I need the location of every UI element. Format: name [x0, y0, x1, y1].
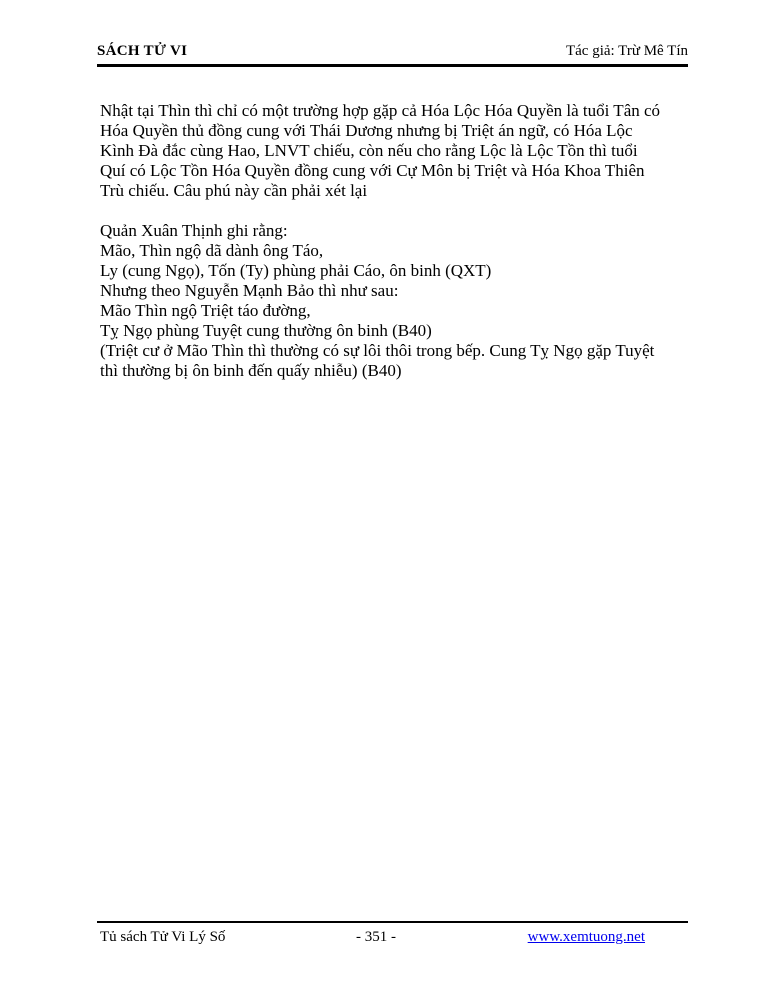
paragraph-1: [100, 101, 692, 201]
body-text-line: Kình Đà đắc cùng Hao, LNVT chiếu, còn nếu cho rằng Lộc là Lộc Tồn thì tuổi: [100, 141, 638, 160]
body-text-line: (Triệt cư ở Mão Thìn thì thường có sự lôi thôi trong bếp. Cung Tỵ Ngọ gặp Tuyệt: [100, 341, 655, 360]
body-text-line: Trù chiếu. Câu phú này cần phải xét lại: [100, 181, 368, 200]
page-number: - 351 -: [356, 929, 396, 945]
body-text-line: Tỵ Ngọ phùng Tuyệt cung thường ôn binh (B40): [100, 321, 432, 340]
body-text-line: Hóa Quyền thủ đồng cung với Thái Dương nhưng bị Triệt án ngữ, có Hóa Lộc: [100, 121, 633, 140]
body-text-line: Ly (cung Ngọ), Tốn (Ty) phùng phải Cáo, ôn binh (QXT): [100, 261, 492, 280]
page-footer: [97, 921, 688, 953]
body-text-line: thì thường bị ôn binh đến quấy nhiễu) (B40): [100, 361, 402, 380]
page-header: [97, 42, 688, 67]
website-link[interactable]: www.xemtuong.net: [527, 929, 645, 945]
document-body: [100, 101, 692, 381]
paragraph-2: [100, 221, 692, 381]
body-text-line: Mão Thìn ngộ Triệt táo đường,: [100, 301, 311, 320]
body-text-line: Nhật tại Thìn thì chỉ có một trường hợp gặp cả Hóa Lộc Hóa Quyền là tuổi Tân có: [100, 101, 661, 120]
series-title: Tủ sách Tử Vi Lý Số: [100, 929, 226, 945]
body-text-line: Nhưng theo Nguyễn Mạnh Bảo thì như sau:: [100, 281, 399, 300]
body-text-line: Quản Xuân Thịnh ghi rằng:: [100, 221, 288, 240]
author-credit: Tác giả: Trừ Mê Tín: [565, 43, 688, 59]
book-title: SÁCH TỬ VI: [97, 43, 188, 59]
body-text-line: Mão, Thìn ngộ dã dành ông Táo,: [100, 241, 324, 260]
body-text-line: Quí có Lộc Tồn Hóa Quyền đồng cung với Cự Môn bị Triệt và Hóa Khoa Thiên: [100, 161, 645, 180]
